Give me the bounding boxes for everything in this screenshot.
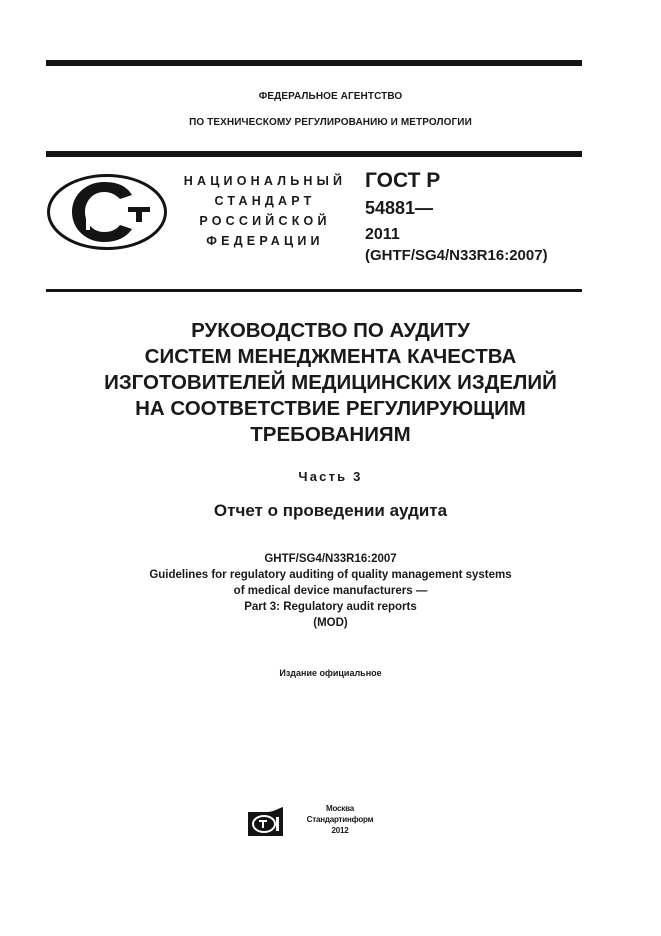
designation-ghtf-ref: (GHTF/SG4/N33R16:2007)	[365, 247, 548, 264]
designation-gost-r: ГОСТ Р	[365, 169, 441, 192]
title-line-5: ТРЕБОВАНИЯМ	[250, 423, 411, 446]
title-line-2: СИСТЕМ МЕНЕДЖМЕНТА КАЧЕСТВА	[144, 345, 517, 368]
standard-designation	[365, 168, 548, 265]
designation-number: 54881—	[365, 198, 434, 218]
national-standard-label	[180, 171, 350, 251]
english-line-4: Part 3: Regulatory audit reports	[244, 601, 417, 613]
title-line-1: РУКОВОДСТВО ПО АУДИТУ	[191, 319, 470, 342]
english-line-5: (MOD)	[313, 617, 348, 629]
national-line-4: ФЕДЕРАЦИИ	[206, 234, 324, 248]
designation-year: 2011	[365, 226, 400, 243]
publisher-name: Стандартинформ	[306, 815, 374, 824]
national-line-2: СТАНДАРТ	[214, 194, 316, 208]
standartinform-logo-icon	[247, 806, 285, 838]
title-line-3: ИЗГОТОВИТЕЛЕЙ МЕДИЦИНСКИХ ИЗДЕЛИЙ	[104, 371, 557, 394]
english-title	[0, 551, 661, 631]
part-subtitle: Отчет о проведении аудита	[213, 501, 448, 520]
header-rule	[46, 151, 582, 157]
english-line-1: GHTF/SG4/N33R16:2007	[264, 553, 397, 565]
publication-year: 2012	[331, 826, 349, 835]
title-rule	[46, 289, 582, 292]
national-line-3: РОССИЙСКОЙ	[199, 214, 331, 228]
publisher-city: Москва	[326, 804, 354, 813]
title-line-4: НА СООТВЕТСТВИЕ РЕГУЛИРУЮЩИМ	[135, 397, 526, 420]
gost-r-logo-icon	[46, 173, 168, 251]
national-line-1: НАЦИОНАЛЬНЫЙ	[183, 174, 347, 188]
publisher-info	[292, 803, 388, 836]
document-title	[0, 318, 661, 448]
official-edition-label: Издание официальное	[279, 668, 382, 678]
agency-name-line2: ПО ТЕХНИЧЕСКОМУ РЕГУЛИРОВАНИЮ И МЕТРОЛОГИИ	[189, 117, 472, 128]
top-rule	[46, 60, 582, 66]
agency-name-line1: ФЕДЕРАЛЬНОЕ АГЕНТСТВО	[258, 91, 403, 102]
english-line-3: of medical device manufacturers —	[233, 585, 428, 597]
part-number: Часть 3	[298, 469, 363, 484]
english-line-2: Guidelines for regulatory auditing of quality management systems	[149, 569, 512, 581]
